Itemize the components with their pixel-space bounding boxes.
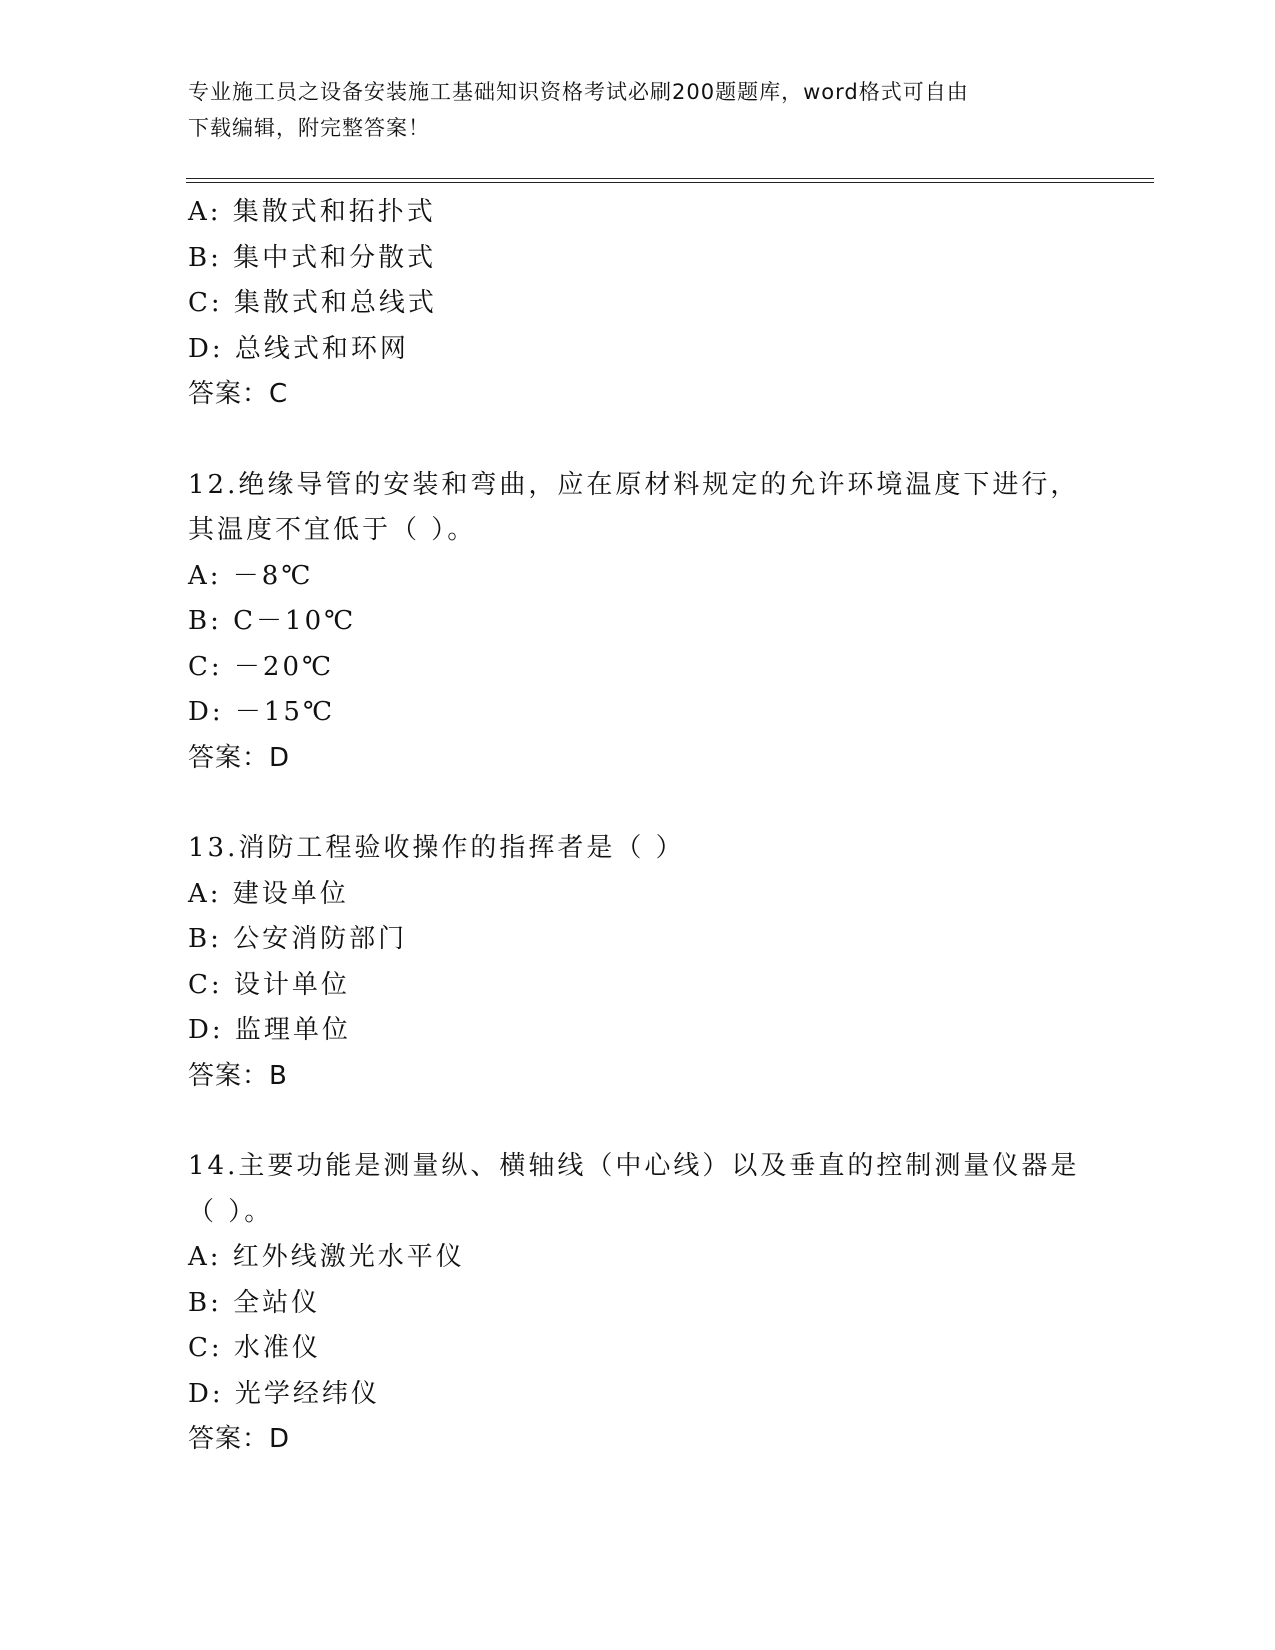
question-stem-line-2: 其温度不宜低于（ ）。	[188, 515, 477, 545]
option-d: D: 总线式和环网	[188, 333, 409, 364]
question-stem-line-1: 12.绝缘导管的安装和弯曲，应在原材料规定的允许环境温度下进行，	[188, 469, 1080, 500]
option-a: A: －8℃	[188, 560, 314, 591]
option-c: C: 水准仪	[188, 1333, 321, 1363]
answer: 答案：C	[188, 379, 289, 409]
option-d: D: －15℃	[188, 697, 336, 727]
option-b: B: 集中式和分散式	[188, 242, 437, 273]
spacer	[188, 418, 1088, 463]
spacer	[188, 1099, 1088, 1144]
answer: 答案：D	[188, 742, 291, 773]
question-13	[188, 826, 1088, 1099]
question-list	[188, 190, 1088, 1463]
question-stem-line-1: 13.消防工程验收操作的指挥者是（ ）	[188, 833, 685, 863]
option-c: C: －20℃	[188, 651, 335, 682]
header-title-line-1: 专业施工员之设备安装施工基础知识资格考试必刷200题题库，word格式可自由	[188, 80, 969, 104]
answer: 答案：D	[188, 1424, 291, 1454]
option-b: B: 公安消防部门	[188, 924, 408, 954]
document-header	[188, 74, 1068, 146]
option-b: B: 全站仪	[188, 1287, 321, 1318]
header-title-line-2: 下载编辑，附完整答案！	[188, 116, 430, 140]
option-b: B: C－10℃	[188, 606, 357, 636]
option-c: C: 设计单位	[188, 969, 350, 1000]
question-12	[188, 463, 1088, 782]
header-rule-bottom	[186, 182, 1154, 183]
question-14	[188, 1144, 1088, 1463]
question-11	[188, 190, 1088, 418]
option-c: C: 集散式和总线式	[188, 288, 437, 318]
answer: 答案：B	[188, 1060, 288, 1091]
question-stem-line-2: （ ）。	[188, 1196, 274, 1227]
spacer	[188, 781, 1088, 826]
option-a: A: 红外线激光水平仪	[188, 1242, 465, 1272]
option-a: A: 建设单位	[188, 878, 349, 909]
option-d: D: 监理单位	[188, 1015, 351, 1045]
option-a: A: 集散式和拓扑式	[188, 197, 436, 227]
option-d: D: 光学经纬仪	[188, 1378, 380, 1409]
header-rule-top	[186, 178, 1154, 179]
question-stem-line-1: 14.主要功能是测量纵、横轴线（中心线）以及垂直的控制测量仪器是	[188, 1151, 1080, 1181]
